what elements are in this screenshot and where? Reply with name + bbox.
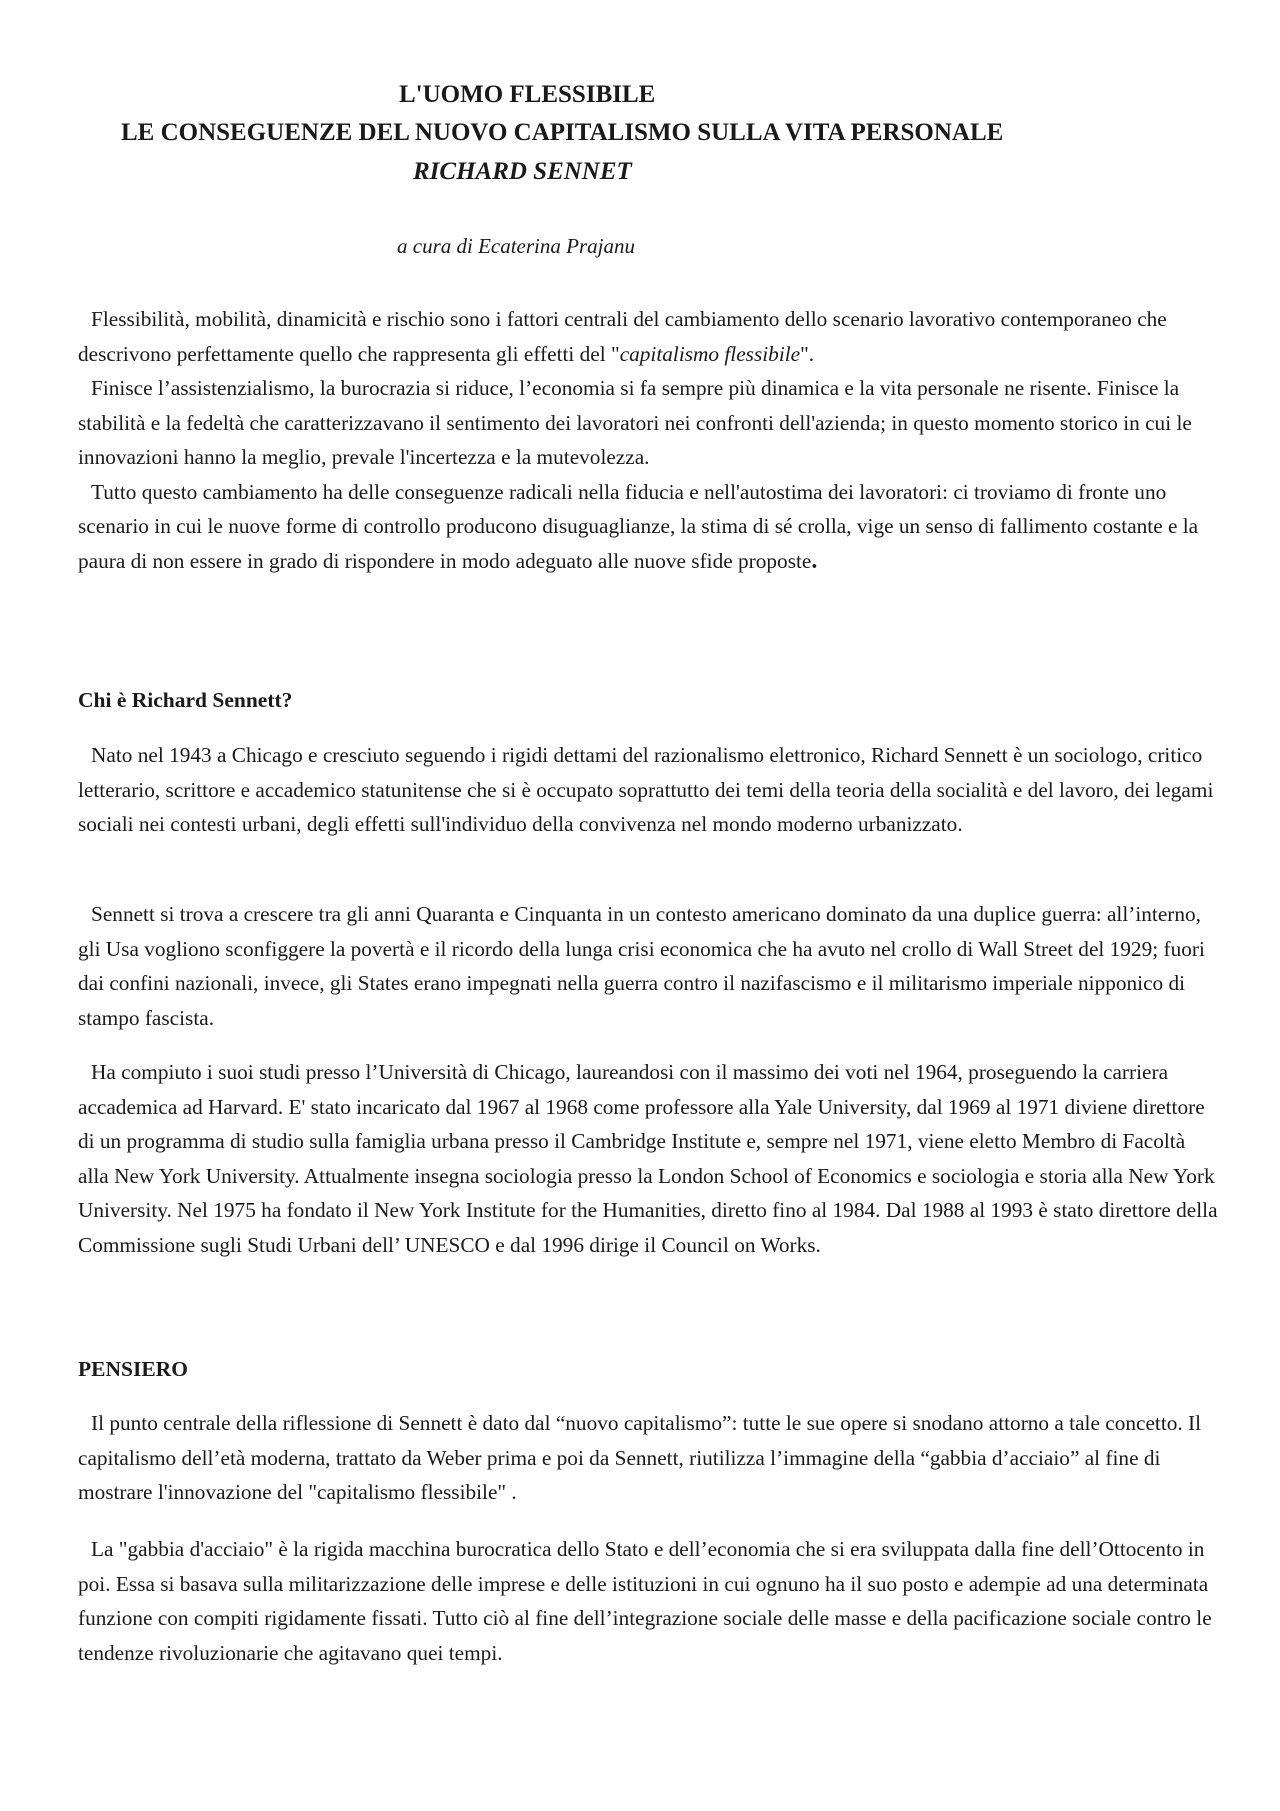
- intro-paragraph-3: Tutto questo cambiamento ha delle conseguenze radicali nella fiducia e nell'autostima dei lavoratori: ci troviamo di fronte uno scenario in cui le nuove forme di controllo producono disuguaglianze, la stima di sé crolla, vige un senso di fallimento costante e la paura di non essere in grado di rispondere in modo adeguato alle nuove sfide proposte.: [78, 479, 1199, 574]
- intro-paragraph-1: Flessibilità, mobilità, dinamicità e rischio sono i fattori centrali del cambiamento dello scenario lavorativo contemporaneo che descrivono perfettamente quello che rappresenta gli effetti del "capitalismo flessibile".: [78, 307, 1167, 366]
- page-subtitle: LE CONSEGUENZE DEL NUOVO CAPITALISMO SULLA VITA PERSONALE: [121, 119, 1004, 146]
- curator-line: a cura di Ecaterina Prajanu: [397, 234, 635, 258]
- bio-paragraph-1: Nato nel 1943 a Chicago e cresciuto seguendo i rigidi dettami del razionalismo elettronico, Richard Sennett è un sociologo, critico letterario, scrittore e accademico statunitense che si è occupato soprattutto dei temi della teoria della socialità e del lavoro, dei legami sociali nei contesti urbani, degli effetti sull'individuo della convivenza nel mondo moderno urbanizzato.: [78, 743, 1214, 836]
- pensiero-paragraph-2: La "gabbia d'acciaio" è la rigida macchina burocratica dello Stato e dell’economia che si era sviluppata dalla fine dell’Ottocento in poi. Essa si basava sulla militarizzazione delle imprese e delle istituzioni in cui ognuno ha il suo posto e adempie ad una determinata funzione con compiti rigidamente fissati. Tutto ciò al fine dell’integrazione sociale delle masse e della pacificazione sociale contro le tendenze rivoluzionarie che agitavano quei tempi.: [78, 1537, 1212, 1665]
- bio-paragraph-3: Ha compiuto i suoi studi presso l’Università di Chicago, laureandosi con il massimo dei voti nel 1964, proseguendo la carriera accademica ad Harvard. E' stato incaricato dal 1967 al 1968 come professore alla Yale University, dal 1969 al 1971 diviene direttore di un programma di studio sulla famiglia urbana presso il Cambridge Institute e, sempre nel 1971, viene eletto Membro di Facoltà alla New York University. Attualmente insegna sociologia presso la London School of Economics e sociologia e storia alla New York University. Nel 1975 ha fondato il New York Institute for the Humanities, diretto fino al 1984. Dal 1988 al 1993 è stato direttore della Commissione sugli Studi Urbani dell’ UNESCO e dal 1996 dirige il Council on Works.: [78, 1060, 1218, 1257]
- page-title: L'UOMO FLESSIBILE: [399, 81, 656, 108]
- intro-section: [78, 302, 1220, 578]
- author-name: RICHARD SENNET: [413, 158, 632, 185]
- section-heading-bio: Chi è Richard Sennett?: [78, 688, 293, 712]
- pensiero-paragraph-1: Il punto centrale della riflessione di Sennett è dato dal “nuovo capitalismo”: tutte le sue opere si snodano attorno a tale concetto. Il capitalismo dell’età moderna, trattato da Weber prima e poi da Sennett, riutilizza l’immagine della “gabbia d’acciaio” al fine di mostrare l'innovazione del "capitalismo flessibile" .: [78, 1411, 1202, 1504]
- bio-paragraph-2: Sennett si trova a crescere tra gli anni Quaranta e Cinquanta in un contesto americano dominato da una duplice guerra: all’interno, gli Usa vogliono sconfiggere la povertà e il ricordo della lunga crisi economica che ha avuto nel crollo di Wall Street del 1929; fuori dai confini nazionali, invece, gli States erano impegnati nella guerra contro il nazifascismo e il militarismo imperiale nipponico di stampo fascista.: [78, 902, 1205, 1030]
- intro-paragraph-2: Finisce l’assistenzialismo, la burocrazia si riduce, l’economia si fa sempre più dinamica e la vita personale ne risente. Finisce la stabilità e la fedeltà che caratterizzavano il sentimento dei lavoratori nei confronti dell'azienda; in questo momento storico in cui le innovazioni hanno la meglio, prevale l'incertezza e la mutevolezza.: [78, 376, 1192, 469]
- section-heading-pensiero: PENSIERO: [78, 1357, 188, 1381]
- italic-term: capitalismo flessibile: [619, 341, 801, 366]
